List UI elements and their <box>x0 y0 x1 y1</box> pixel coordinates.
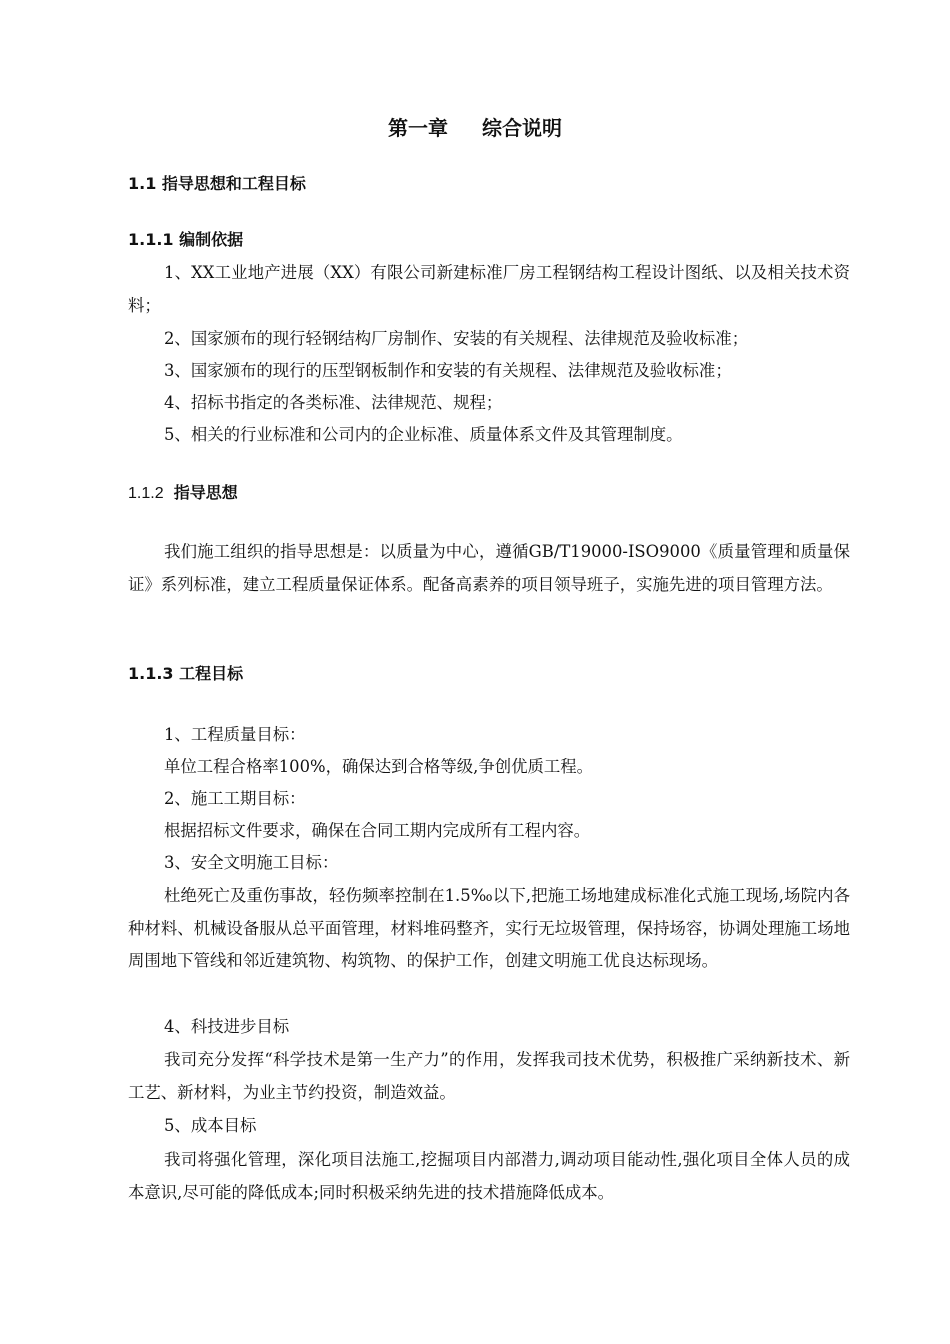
chapter-number: 第一章 <box>388 116 448 140</box>
goal-heading-safety: 3、安全文明施工目标： <box>164 853 339 872</box>
basis-item-2: 2、国家颁布的现行轻钢结构厂房制作、安装的有关规程、法律规范及验收标准； <box>164 329 749 348</box>
goal-body-technology: 我司充分发挥“科学技术是第一生产力”的作用，发挥我司技术优势，积极推广采纳新技术、新工艺、新材料，为业主节约投资，制造效益。 <box>128 1050 850 1102</box>
section-number: 1.1.2 <box>128 485 164 502</box>
chapter-name: 综合说明 <box>482 116 562 140</box>
goal-body-quality: 单位工程合格率100%，确保达到合格等级,争创优质工程。 <box>164 757 594 776</box>
basis-item-3: 3、国家颁布的现行的压型钢板制作和安装的有关规程、法律规范及验收标准； <box>164 361 732 380</box>
basis-item-1: 1、XX工业地产进展（XX）有限公司新建标准厂房工程钢结构工程设计图纸、以及相关技术资料； <box>128 263 850 315</box>
goal-heading-schedule: 2、施工工期目标： <box>164 789 306 808</box>
section-heading-1-1-2 <box>128 480 238 503</box>
goal-heading-cost: 5、成本目标 <box>164 1116 257 1135</box>
chapter-title <box>0 112 950 141</box>
basis-item-5: 5、相关的行业标准和公司内的企业标准、质量体系文件及其管理制度。 <box>164 425 683 444</box>
section-heading-1-1-3: 1.1.3 工程目标 <box>128 664 244 683</box>
goal-body-safety: 杜绝死亡及重伤事故，轻伤频率控制在1.5‰以下,把施工场地建成标准化式施工现场,场院内各种材料、机械设备服从总平面管理，材料堆码整齐，实行无垃圾管理，保持场容，协调处理施工场地周围地下管线和邻近建筑物、构筑物、的保护工作，创建文明施工优良达标现场。 <box>128 886 850 970</box>
goal-body-schedule: 根据招标文件要求，确保在合同工期内完成所有工程内容。 <box>164 821 591 840</box>
guiding-principle-paragraph: 我们施工组织的指导思想是：以质量为中心，遵循GB/T19000-ISO9000《质量管理和质量保证》系列标准，建立工程质量保证体系。配备高素养的项目领导班子，实施先进的项目管理方法。 <box>128 542 850 594</box>
goal-body-cost: 我司将强化管理，深化项目法施工,挖掘项目内部潜力,调动项目能动性,强化项目全体人员的成本意识,尽可能的降低成本;同时积极采纳先进的技术措施降低成本。 <box>128 1150 850 1202</box>
goal-heading-technology: 4、科技进步目标 <box>164 1017 290 1036</box>
section-heading-1-1: 1.1 指导思想和工程目标 <box>128 174 306 193</box>
goal-heading-quality: 1、工程质量目标： <box>164 725 306 744</box>
section-title: 指导思想 <box>173 483 238 502</box>
basis-item-4: 4、招标书指定的各类标准、法律规范、规程； <box>164 393 503 412</box>
section-heading-1-1-1: 1.1.1 编制依据 <box>128 230 244 249</box>
